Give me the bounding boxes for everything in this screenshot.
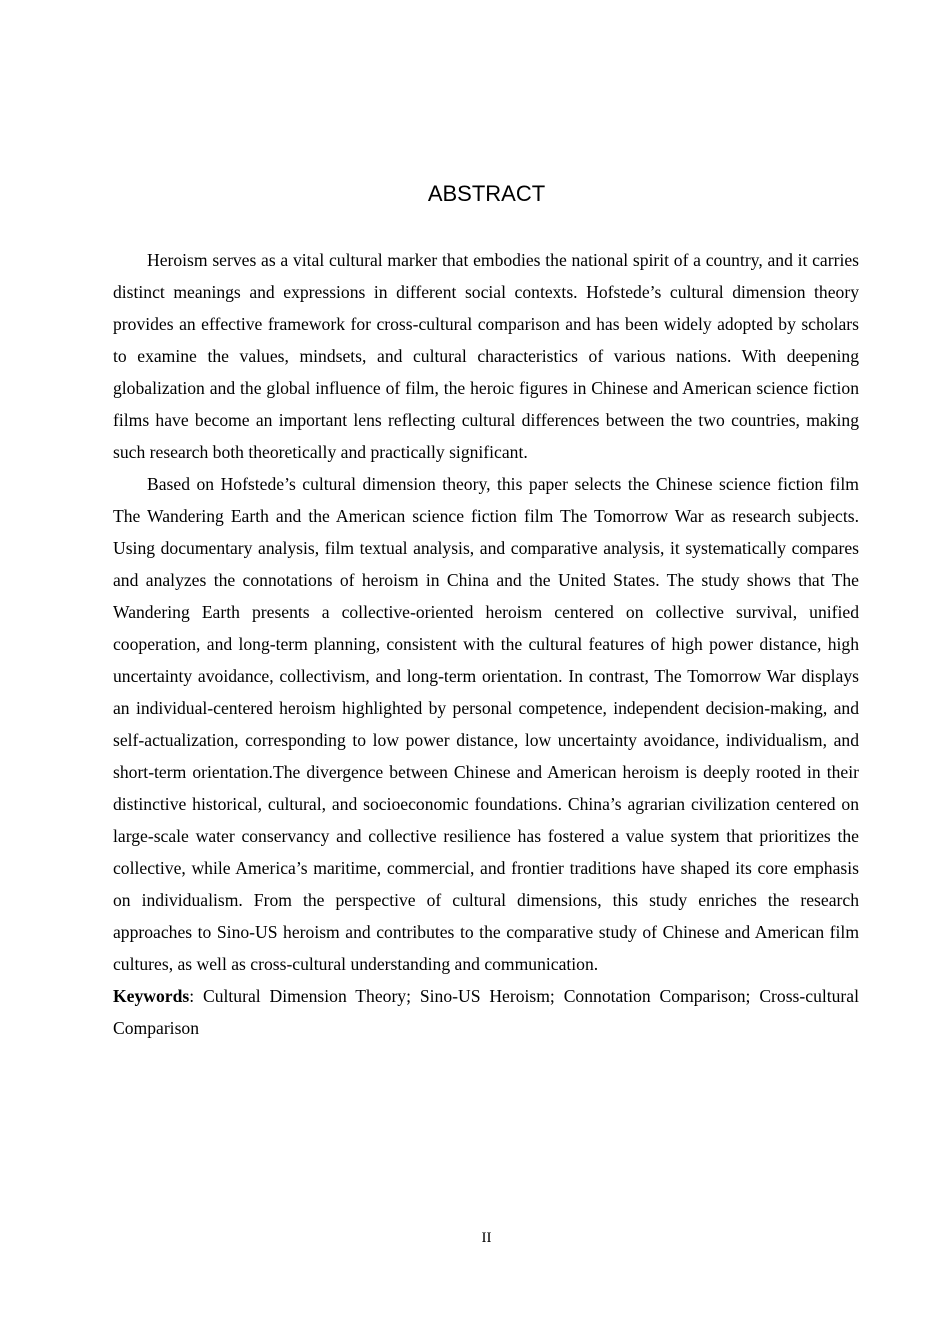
- abstract-heading: ABSTRACT: [427, 181, 546, 206]
- abstract-body: [113, 244, 859, 1044]
- keywords-label: Keywords: [113, 986, 190, 1006]
- keywords-line: [113, 980, 859, 1044]
- keywords-text: Cultural Dimension Theory; Sino-US Heroism; Connotation Comparison; Cross-cultural Comparison: [113, 986, 859, 1038]
- abstract-paragraph-2: Based on Hofstede’s cultural dimension theory, this paper selects the Chinese science fiction film The Wandering Earth and the American science fiction film The Tomorrow War as research subjects. Using documentary analysis, film textual analysis, and comparative analysis, it systematically compares and analyzes the connotations of heroism in China and the United States. The study shows that The Wandering Earth presents a collective-oriented heroism centered on collective survival, unified cooperation, and long-term planning, consistent with the cultural features of high power distance, high uncertainty avoidance, collectivism, and long-term orientation. In contrast, The Tomorrow War displays an individual-centered heroism highlighted by personal competence, independent decision-making, and self-actualization, corresponding to low power distance, low uncertainty avoidance, individualism, and short-term orientation.The divergence between Chinese and American heroism is deeply rooted in their distinctive historical, cultural, and socioeconomic foundations. China’s agrarian civilization centered on large-scale water conservancy and collective resilience has fostered a value system that prioritizes the collective, while America’s maritime, commercial, and frontier traditions have shaped its core emphasis on individualism. From the perspective of cultural dimensions, this study enriches the research approaches to Sino-US heroism and contributes to the comparative study of Chinese and American film cultures, as well as cross-cultural understanding and communication.: [113, 474, 859, 974]
- page-number: II: [481, 1230, 492, 1246]
- abstract-paragraph-1: Heroism serves as a vital cultural marker that embodies the national spirit of a country, and it carries distinct meanings and expressions in different social contexts. Hofstede’s cultural dimension theory provides an effective framework for cross-cultural comparison and has been widely adopted by scholars to examine the values, mindsets, and cultural characteristics of various nations. With deepening globalization and the global influence of film, the heroic figures in Chinese and American science fiction films have become an important lens reflecting cultural differences between the two countries, making such research both theoretically and practically significant.: [113, 250, 859, 462]
- keywords-separator: :: [189, 986, 203, 1006]
